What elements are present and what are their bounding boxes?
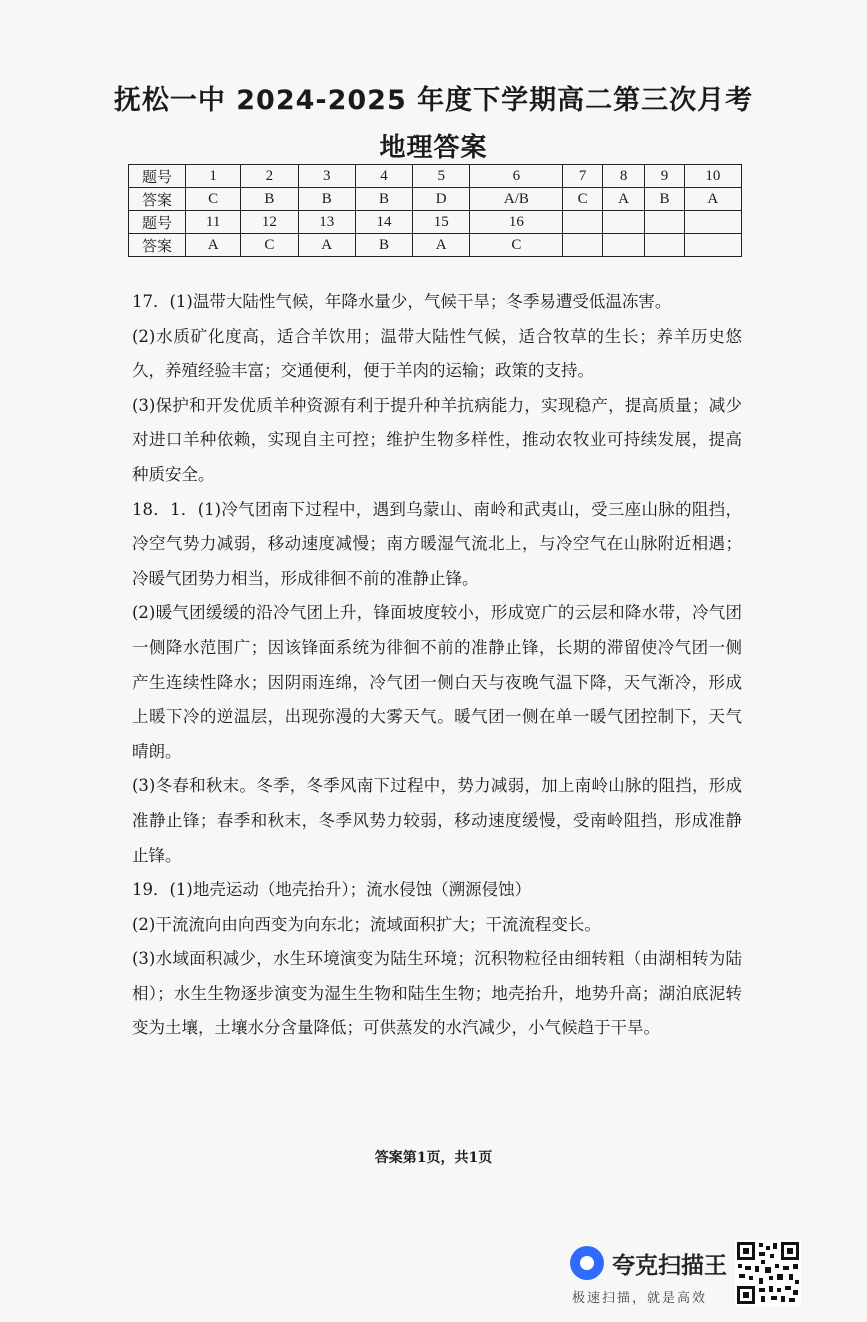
table-cell: 8 <box>602 165 644 188</box>
table-cell: 3 <box>298 165 355 188</box>
page-footer: 答案第1页，共1页 <box>374 1150 493 1166</box>
table-cell: 11 <box>186 211 241 234</box>
scanner-watermark <box>570 1243 730 1313</box>
table-cell <box>645 234 684 257</box>
table-cell: B <box>241 188 298 211</box>
table-cell: A <box>602 188 644 211</box>
table-cell: A <box>298 234 355 257</box>
answer-q18-1: 18．1．(1)冷气团南下过程中，遇到乌蒙山、南岭和武夷山，受三座山脉的阻挡，冷空气势力减弱，移动速度减慢；南方暖湿气流北上，与冷空气在山脉附近相遇；冷暖气团势力相当，形成徘徊不前的准静止锋。 <box>132 499 742 588</box>
table-cell: 15 <box>413 211 470 234</box>
qr-code-icon <box>735 1240 801 1306</box>
table-cell: 14 <box>355 211 412 234</box>
table-cell <box>645 211 684 234</box>
brand-tagline: 极速扫描，就是高效 <box>572 1291 708 1306</box>
table-cell: A <box>684 188 741 211</box>
table-row <box>129 165 742 188</box>
table-cell: 9 <box>645 165 684 188</box>
table-cell: 1 <box>186 165 241 188</box>
table-cell: 10 <box>684 165 741 188</box>
table-cell: C <box>186 188 241 211</box>
table-cell <box>684 211 741 234</box>
table-cell: B <box>355 188 412 211</box>
table-cell <box>563 211 602 234</box>
table-row <box>129 211 742 234</box>
number-row-label: 题号 <box>129 211 186 234</box>
answer-q17-1: 17．(1)温带大陆性气候，年降水量少，气候干旱；冬季易遭受低温冻害。 <box>132 292 672 311</box>
answer-body <box>132 285 742 1046</box>
page-title: 抚松一中 2024-2025 年度下学期高二第三次月考 <box>113 85 754 116</box>
answer-q18-3: (3)冬春和秋末。冬季，冬季风南下过程中，势力减弱，加上南岭山脉的阻挡，形成准静止锋；春季和秋末，冬季风势力较弱，移动速度缓慢，受南岭阻挡，形成准静止锋。 <box>132 776 742 865</box>
table-cell: 4 <box>355 165 412 188</box>
table-cell: 13 <box>298 211 355 234</box>
table-cell <box>602 234 644 257</box>
answer-q17-2: (2)水质矿化度高，适合羊饮用；温带大陆性气候，适合牧草的生长；养羊历史悠久，养殖经验丰富；交通便利，便于羊肉的运输；政策的支持。 <box>132 326 742 381</box>
answer-q18-2: (2)暖气团缓缓的沿冷气团上升，锋面坡度较小，形成宽广的云层和降水带，冷气团一侧降水范围广；因该锋面系统为徘徊不前的准静止锋，长期的滞留使冷气团一侧产生连续性降水；因阴雨连绵，冷气团一侧白天与夜晚气温下降，天气渐冷，形成上暖下冷的逆温层，出现弥漫的大雾天气。暖气团一侧在单一暖气团控制下，天气晴朗。 <box>132 603 742 761</box>
table-cell: 12 <box>241 211 298 234</box>
table-cell: 5 <box>413 165 470 188</box>
table-cell <box>563 234 602 257</box>
table-cell: C <box>563 188 602 211</box>
table-cell: B <box>355 234 412 257</box>
table-cell: A/B <box>470 188 563 211</box>
table-row <box>129 234 742 257</box>
brand-name: 夸克扫描王 <box>612 1253 727 1279</box>
table-cell <box>602 211 644 234</box>
table-cell: 16 <box>470 211 563 234</box>
answer-row-label: 答案 <box>129 188 186 211</box>
answer-row-label: 答案 <box>129 234 186 257</box>
table-cell: 2 <box>241 165 298 188</box>
quark-logo-icon <box>570 1246 604 1280</box>
table-cell: 7 <box>563 165 602 188</box>
table-cell: B <box>645 188 684 211</box>
table-cell: 6 <box>470 165 563 188</box>
page-subtitle: 地理答案 <box>379 133 488 163</box>
answer-q19-2: (2)干流流向由向西变为向东北；流域面积扩大；干流流程变长。 <box>132 914 601 934</box>
answer-q19-3: (3)水域面积减少，水生环境演变为陆生环境；沉积物粒径由细转粗（由湖相转为陆相）；水生生物逐步演变为湿生生物和陆生生物；地壳抬升，地势升高；湖泊底泥转变为土壤，土壤水分含量降低；可供蒸发的水汽减少，小气候趋于干旱。 <box>132 949 742 1038</box>
table-cell: A <box>186 234 241 257</box>
answer-table <box>128 164 742 257</box>
number-row-label: 题号 <box>129 165 186 188</box>
table-cell: A <box>413 234 470 257</box>
table-cell: B <box>298 188 355 211</box>
answer-q19-1: 19．(1)地壳运动（地壳抬升）；流水侵蚀（溯源侵蚀） <box>132 880 532 900</box>
table-cell: C <box>241 234 298 257</box>
table-cell: D <box>413 188 470 211</box>
table-row <box>129 188 742 211</box>
answer-q17-3: (3)保护和开发优质羊种资源有利于提升种羊抗病能力，实现稳产，提高质量；减少对进口羊种依赖，实现自主可控；维护生物多样性，推动农牧业可持续发展，提高种质安全。 <box>132 395 742 484</box>
table-cell: C <box>470 234 563 257</box>
table-cell <box>684 234 741 257</box>
